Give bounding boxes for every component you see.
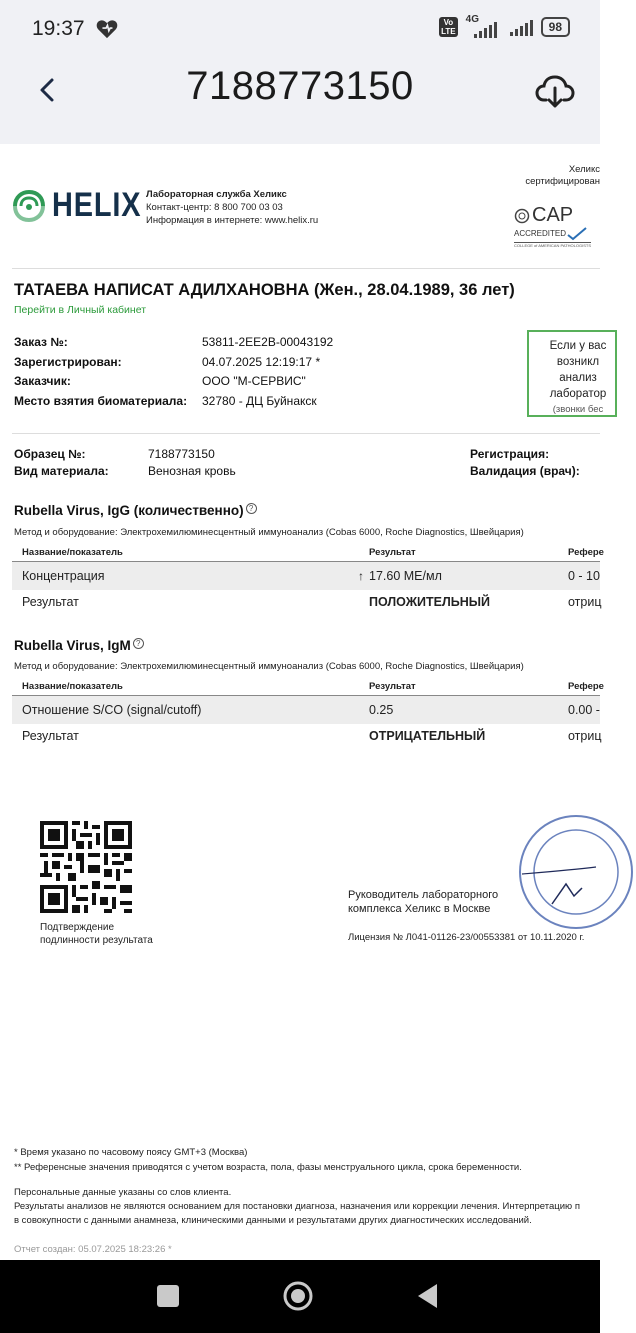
lab-head-title xyxy=(348,888,498,916)
report-created-date: Отчет создан: 05.07.2025 18:23:26 * xyxy=(14,1244,172,1255)
personal-data-note: Персональные данные указаны со слов клиента. xyxy=(14,1187,232,1198)
cert-line-2: сертифицирован xyxy=(525,176,600,187)
certification-text xyxy=(500,164,600,188)
status-time: 19:37 xyxy=(32,17,85,40)
notice-line-5: (звонки бес xyxy=(552,404,604,415)
qr-caption xyxy=(40,921,153,947)
results-table-header xyxy=(12,547,604,562)
heart-icon xyxy=(96,19,118,39)
row-name: Результат xyxy=(22,729,79,743)
results-table-header xyxy=(12,681,604,696)
lab-website: Информация в интернете: www.helix.ru xyxy=(146,215,319,226)
help-icon[interactable]: ? xyxy=(133,638,144,649)
qr-code[interactable] xyxy=(40,821,132,913)
helix-logo-icon xyxy=(12,189,46,223)
cap-college-text: COLLEGE of AMERICAN PATHOLOGISTS xyxy=(514,243,591,248)
qr-caption-line-1: Подтверждение xyxy=(40,922,115,933)
divider xyxy=(12,433,600,434)
head-line-1: Руководитель лабораторного xyxy=(348,889,499,901)
personal-cabinet-link[interactable]: Перейти в Личный кабинет xyxy=(14,304,147,316)
sample-value: 7188773150 xyxy=(148,447,215,461)
signal-icon xyxy=(510,18,533,36)
column-result-header: Результат xyxy=(369,681,416,692)
sample-label: Образец №: xyxy=(14,447,86,461)
back-nav-button[interactable] xyxy=(410,1278,446,1314)
contact-notice-box xyxy=(527,330,617,417)
cloud-download-icon[interactable] xyxy=(534,70,576,112)
order-label: Заказ №: xyxy=(14,335,68,349)
document-number-title: 7188773150 xyxy=(186,64,414,108)
company-stamp xyxy=(516,812,636,932)
home-button[interactable] xyxy=(280,1278,316,1314)
checkmark-icon xyxy=(566,227,588,241)
row-name: Отношение S/CO (signal/cutoff) xyxy=(22,703,202,717)
column-name-header: Название/показатель xyxy=(22,547,123,558)
cap-text: CAP xyxy=(532,204,574,226)
system-navigation-bar xyxy=(0,1260,600,1333)
place-value: 32780 - ДЦ Буйнакск xyxy=(202,393,317,408)
status-bar xyxy=(0,0,600,60)
table-row xyxy=(12,588,600,616)
registered-value: 04.07.2025 12:19:17 * xyxy=(202,354,321,369)
customer-label: Заказчик: xyxy=(14,374,71,388)
row-result: ПОЛОЖИТЕЛЬНЫЙ xyxy=(369,595,490,609)
row-reference: 0 - 10 xyxy=(568,569,600,583)
disclaimer-line-2: в совокупности с данными анамнеза, клиническими данными и результатами других диагностических исследований. xyxy=(14,1215,532,1226)
app-bar xyxy=(0,60,600,144)
material-value: Венозная кровь xyxy=(148,464,236,478)
test-method: Метод и оборудование: Электрохемилюминесцентный иммуноанализ (Cobas 6000, Roche Diagnostics, Швейцария) xyxy=(14,527,524,538)
place-label: Место взятия биоматериала: xyxy=(14,393,188,408)
cap-accredited-logo xyxy=(514,204,591,248)
lab-info xyxy=(146,188,318,227)
customer-value: ООО "М-СЕРВИС" xyxy=(202,374,306,388)
qr-caption-line-2: подлинности результата xyxy=(40,935,153,946)
cert-line-1: Хеликс xyxy=(568,164,600,175)
signal-4g-icon: 4G xyxy=(466,16,502,38)
row-result: ОТРИЦАТЕЛЬНЫЙ xyxy=(369,729,486,743)
test-method: Метод и оборудование: Электрохемилюминесцентный иммуноанализ (Cobas 6000, Roche Diagnostics, Швейцария) xyxy=(14,661,524,672)
row-reference: 0.00 - xyxy=(568,703,600,717)
notice-line-3: анализ xyxy=(559,372,597,384)
table-row xyxy=(12,722,600,750)
patient-name: ТАТАЕВА НАПИСАТ АДИЛХАНОВНА (Жен., 28.04.1989, 36 лет) xyxy=(14,281,515,299)
time-zone-note: * Время указано по часовому поясу GMT+3 (Москва) xyxy=(14,1147,248,1158)
report-document xyxy=(0,144,607,1260)
material-label: Вид материала: xyxy=(14,464,109,478)
lab-contact: Контакт-центр: 8 800 700 03 03 xyxy=(146,202,283,213)
notice-line-2: возникл xyxy=(556,356,600,368)
registration-label: Регистрация: xyxy=(470,447,550,461)
cap-seal-icon xyxy=(514,208,530,224)
cap-accredited-text: ACCREDITED xyxy=(514,228,567,238)
reference-note: ** Референсные значения приводятся с учетом возраста, пола, фазы менструального цикла, срока беременности. xyxy=(14,1162,522,1173)
registered-label: Зарегистрирован: xyxy=(14,354,122,369)
row-result: 17.60 МЕ/мл xyxy=(369,569,442,583)
column-name-header: Название/показатель xyxy=(22,681,123,692)
helix-logo-text: HELIX xyxy=(52,186,142,224)
help-icon[interactable]: ? xyxy=(246,503,257,514)
volte-icon: Vo LTE xyxy=(441,18,456,36)
table-row xyxy=(12,562,600,590)
column-result-header: Результат xyxy=(369,547,416,558)
divider xyxy=(12,268,600,269)
notice-line-4: лаборатор xyxy=(549,388,607,400)
column-reference-header: Рефере xyxy=(568,681,604,692)
column-reference-header: Рефере xyxy=(568,547,604,558)
row-name: Концентрация xyxy=(22,569,105,583)
row-reference: отриц xyxy=(568,595,602,609)
helix-logo xyxy=(12,186,157,225)
disclaimer-line-1: Результаты анализов не являются основанием для постановки диагноза, назначения или коррекции лечения. Интерпретацию п xyxy=(14,1201,580,1212)
license-text: Лицензия № Л041-01126-23/00553381 от 10.11.2020 г. xyxy=(348,932,585,943)
recent-apps-button[interactable] xyxy=(150,1278,186,1314)
head-line-2: комплекса Хеликс в Москве xyxy=(348,903,491,915)
test-title-igg: Rubella Virus, IgG (количественно) ? xyxy=(14,503,257,518)
row-name: Результат xyxy=(22,595,79,609)
battery-indicator: 98 xyxy=(541,17,570,37)
row-reference: отриц xyxy=(568,729,602,743)
order-value: 53811-2EE2B-00043192 xyxy=(202,335,334,349)
validation-label: Валидация (врач): xyxy=(470,464,580,478)
notice-line-1: Если у вас xyxy=(549,340,607,352)
lab-name: Лабораторная служба Хеликс xyxy=(146,189,287,200)
table-row xyxy=(12,696,600,724)
test-title-igm: Rubella Virus, IgM ? xyxy=(14,638,144,653)
arrow-up-icon: ↑ xyxy=(358,569,364,583)
row-result: 0.25 xyxy=(369,703,394,717)
status-indicators xyxy=(439,16,570,38)
